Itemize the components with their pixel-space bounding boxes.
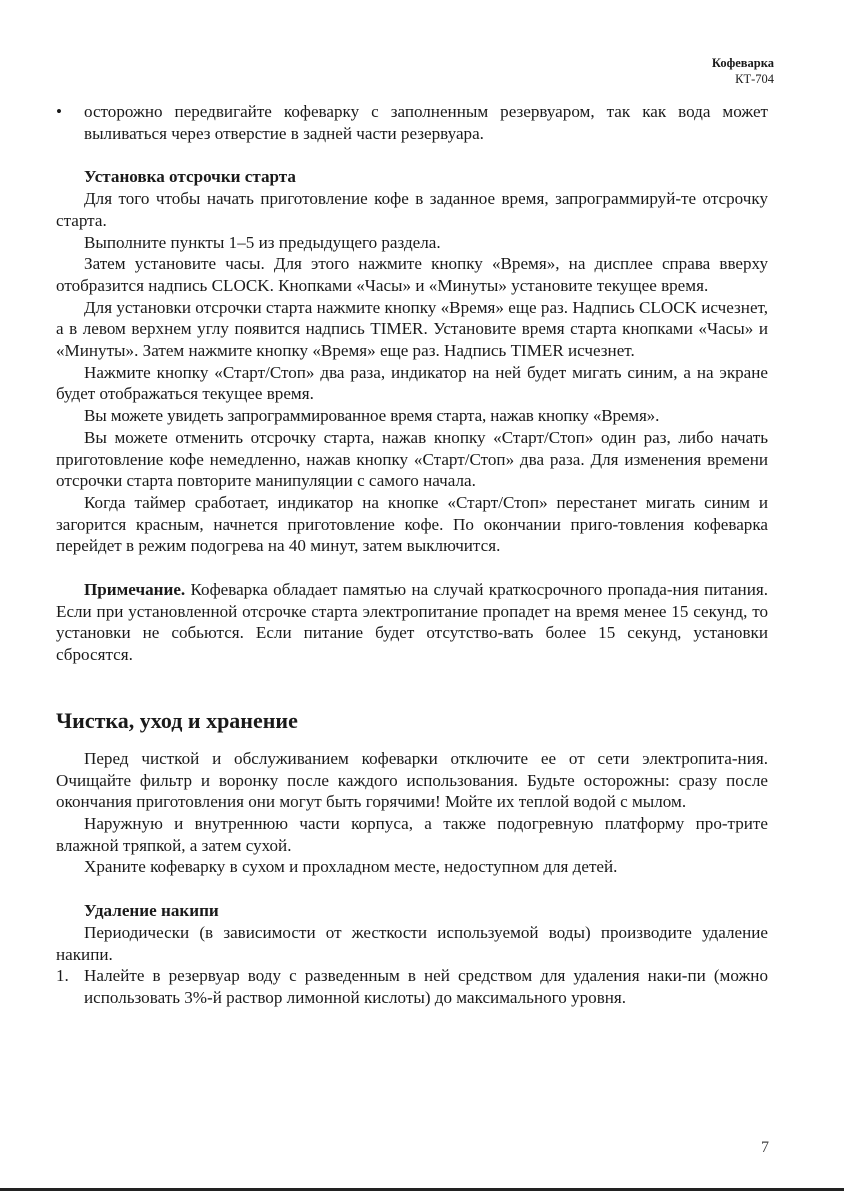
delay-paragraph-5: Нажмите кнопку «Старт/Стоп» два раза, индикатор на ней будет мигать синим, а на экране будет отображаться текущее время. [56,362,768,404]
delay-paragraph-1: Для того чтобы начать приготовление кофе в заданное время, запрограммируй-те отсрочку старта. [56,189,768,230]
bullet-item [56,101,768,144]
delay-paragraph-6: Вы можете увидеть запрограммированное время старта, нажав кнопку «Время». [84,406,660,426]
bullet-marker: • [56,102,62,121]
page-number: 7 [761,1139,769,1156]
bullet-text: осторожно передвигайте кофеварку с заполненным резервуаром, так как вода может выливаться через отверстие в задней части резервуара. [84,102,768,143]
delay-paragraph-2: Выполните пункты 1–5 из предыдущего раздела. [84,232,441,252]
step-number: 1. [56,966,69,986]
descale-intro: Периодически (в зависимости от жесткости используемой воды) производите удаление накипи. [56,922,768,964]
descale-step [56,965,768,1008]
step-text: Налейте в резервуар воду с разведенным в ней средством для удаления наки-пи (можно использовать 3%-й раствор лимонной кислоты) до максимального уровня. [84,966,768,1007]
delay-heading: Установка отсрочки старта [84,167,296,187]
delay-paragraph-3: Затем установите часы. Для этого нажмите кнопку «Время», на дисплее справа вверху отобразится надпись CLOCK. Кнопками «Часы» и «Минуты» установите текущее время. [56,254,768,295]
note-text: Кофеварка обладает памятью на случай краткосрочного пропада-ния питания. Если при установленной отсрочке старта электропитание пропадет на время менее 15 секунд, то установки не собьются. Если питание будет отсутство-вать более 15 секунд, установки сбросятся. [56,580,768,665]
cleaning-paragraph-1: Перед чисткой и обслуживанием кофеварки отключите ее от сети электропита-ния. Очищайте фильтр и воронку после каждого использования. Будьте осторожны: сразу после окончания приготовления они могут быть горячими! Мойте их теплой водой с мылом. [56,748,768,812]
section-title: Чистка, уход и хранение [56,707,298,733]
header-title: Кофеварка [711,56,774,70]
descale-heading: Удаление накипи [84,901,219,921]
cleaning-paragraph-2: Наружную и внутреннюю части корпуса, а также подогревную платформу про-трите влажной тряпкой, а затем сухой. [56,813,768,855]
note-paragraph [56,579,768,666]
delay-paragraph-4: Для установки отсрочки старта нажмите кнопку «Время» еще раз. Надпись CLOCK исчезнет, а в левом верхнем углу появится надпись TIMER. Установите время старта кнопками «Часы» и «Минуты». Затем нажмите кнопку «Время» еще раз. Надпись TIMER исчезнет. [56,297,768,361]
delay-paragraph-7: Вы можете отменить отсрочку старта, нажав кнопку «Старт/Стоп» один раз, либо начать приготовление кофе немедленно, нажав кнопку «Старт/Стоп» два раза. Для изменения времени отсрочки старта повторите манипуляции с самого начала. [56,427,768,491]
running-header [712,55,774,87]
page-content [56,101,768,1009]
note-label: Примечание. [84,580,186,600]
header-model: КТ-704 [735,72,774,86]
delay-paragraph-8: Когда таймер сработает, индикатор на кнопке «Старт/Стоп» перестанет мигать синим и загорится красным, начнется приготовление кофе. По окончании приго-товления кофеварка перейдет в режим подогрева на 40 минут, затем выключится. [56,492,768,556]
cleaning-paragraph-3: Храните кофеварку в сухом и прохладном месте, недоступном для детей. [84,857,618,877]
